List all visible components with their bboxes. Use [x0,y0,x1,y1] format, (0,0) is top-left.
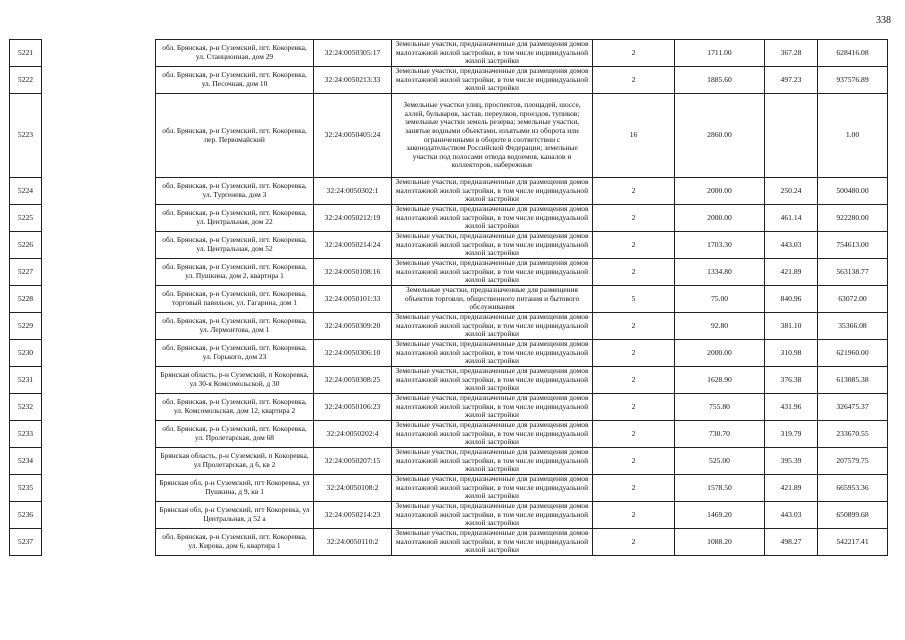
table-row [10,313,888,340]
cadastral-number-cell: 32:24:0050202:4 [314,421,392,448]
cadastral-value-cell: 665953.36 [818,475,888,502]
cadastral-value-cell: 1.00 [818,94,888,178]
address-cell: обл. Брянская, р-н Суземский, пгт. Кокоревка, ул. Пролетарская, дом 68 [156,421,314,448]
land-use-cell: Земельные участки, предназначенные для размещения домов малоэтажной жилой застройки, в том числе индивидуальной жилой застройки [392,259,593,286]
cadastral-number-cell: 32:24:0050212:19 [314,205,392,232]
group-cell: 2 [593,394,675,421]
area-cell: 1088.20 [675,529,765,556]
row-number-cell: 5234 [10,448,42,475]
cadastral-number-cell: 32:24:0050214:24 [314,232,392,259]
specific-value-cell: 461.14 [765,205,818,232]
spacer-cell [42,475,156,502]
specific-value-cell: 421.89 [765,475,818,502]
table-body [10,40,888,556]
spacer-cell [42,67,156,94]
spacer-cell [42,340,156,367]
group-cell: 2 [593,529,675,556]
row-number-cell: 5231 [10,367,42,394]
address-cell: обл. Брянская, р-н Суземский, пгт. Кокоревка, ул. Песочная, дом 10 [156,67,314,94]
cadastral-value-cell: 937576.89 [818,67,888,94]
spacer-cell [42,94,156,178]
land-use-cell: Земельные участки, предназначенные для размещения домов малоэтажной жилой застройки, в том числе индивидуальной жилой застройки [392,313,593,340]
cadastral-number-cell: 32:24:0050207:15 [314,448,392,475]
group-cell: 2 [593,205,675,232]
specific-value-cell: 395.39 [765,448,818,475]
area-cell: 92.80 [675,313,765,340]
group-cell: 2 [593,421,675,448]
spacer-cell [42,421,156,448]
area-cell: 2000.00 [675,205,765,232]
row-number-cell: 5223 [10,94,42,178]
cadastral-value-cell: 207579.75 [818,448,888,475]
spacer-cell [42,529,156,556]
cadastral-value-cell: 754613.00 [818,232,888,259]
row-number-cell: 5235 [10,475,42,502]
page-number: 338 [876,15,891,26]
row-number-cell: 5224 [10,178,42,205]
address-cell: Брянская область, р-н Суземский, п Кокоревка, ул Пролетарская, д 6, кв 2 [156,448,314,475]
specific-value-cell: 367.28 [765,40,818,67]
group-cell: 2 [593,40,675,67]
land-use-cell: Земельные участки, предназначенные для размещения домов малоэтажной жилой застройки, в том числе индивидуальной жилой застройки [392,232,593,259]
table-row [10,448,888,475]
land-use-cell: Земельные участки, предназначенные для размещения домов малоэтажной жилой застройки, в том числе индивидуальной жилой застройки [392,367,593,394]
cadastral-value-cell: 650899.68 [818,502,888,529]
cadastral-value-cell: 233670.55 [818,421,888,448]
area-cell: 1469.20 [675,502,765,529]
area-cell: 2000.00 [675,178,765,205]
table-row [10,205,888,232]
land-use-cell: Земельные участки, предназначенные для размещения домов малоэтажной жилой застройки, в том числе индивидуальной жилой застройки [392,529,593,556]
specific-value-cell: 443.03 [765,502,818,529]
address-cell: Брянская область, р-н Суземский, п Кокоревка, ул 30-я Комсомольской, д 30 [156,367,314,394]
area-cell: 755.80 [675,394,765,421]
cadastral-value-cell: 542217.41 [818,529,888,556]
cadastral-number-cell: 32:24:0050405:24 [314,94,392,178]
table-row [10,259,888,286]
address-cell: обл. Брянская, р-н Суземский, пгт. Кокоревка, ул. Горького, дом 23 [156,340,314,367]
group-cell: 2 [593,67,675,94]
land-use-cell: Земельные участки, предназначенные для размещения домов малоэтажной жилой застройки, в том числе индивидуальной жилой застройки [392,421,593,448]
spacer-cell [42,448,156,475]
address-cell: обл. Брянская, р-н Суземский, пгт. Кокоревка, ул. Станционная, дом 29 [156,40,314,67]
spacer-cell [42,313,156,340]
row-number-cell: 5225 [10,205,42,232]
row-number-cell: 5233 [10,421,42,448]
table-row [10,178,888,205]
row-number-cell: 5227 [10,259,42,286]
spacer-cell [42,394,156,421]
area-cell: 1628.90 [675,367,765,394]
row-number-cell: 5230 [10,340,42,367]
spacer-cell [42,367,156,394]
cadastral-number-cell: 32:24:0050302:1 [314,178,392,205]
address-cell: обл. Брянская, р-н Суземский, пгт. Кокоревка, ул. Комсомольская, дом 12, квартира 2 [156,394,314,421]
table-row [10,367,888,394]
cadastral-number-cell: 32:24:0050108:2 [314,475,392,502]
specific-value-cell: 319.79 [765,421,818,448]
specific-value-cell: 840.96 [765,286,818,313]
land-use-cell: Земельные участки, предназначенные для размещения домов малоэтажной жилой застройки, в том числе индивидуальной жилой застройки [392,40,593,67]
table-row [10,232,888,259]
specific-value-cell: 498.27 [765,529,818,556]
cadastral-value-cell: 628416.08 [818,40,888,67]
area-cell: 1885.60 [675,67,765,94]
table-row [10,40,888,67]
table-row [10,421,888,448]
area-cell: 1711.00 [675,40,765,67]
group-cell: 2 [593,178,675,205]
cadastral-value-cell: 326475.37 [818,394,888,421]
specific-value-cell: 250.24 [765,178,818,205]
address-cell: обл. Брянская, р-н Суземский, пгт. Кокоревка, ул. Тургенева, дом 3 [156,178,314,205]
address-cell: обл. Брянская, р-н Суземский, пгт. Кокоревка, пер. Первомайский [156,94,314,178]
cadastral-number-cell: 32:24:0050213:33 [314,67,392,94]
group-cell: 2 [593,448,675,475]
table-row [10,67,888,94]
land-use-cell: Земельные участки, предназначенные для размещения домов малоэтажной жилой застройки, в том числе индивидуальной жилой застройки [392,340,593,367]
spacer-cell [42,40,156,67]
land-use-cell: Земельные участки, предназначенные для размещения домов малоэтажной жилой застройки, в том числе индивидуальной жилой застройки [392,475,593,502]
cadastral-number-cell: 32:24:0050101:33 [314,286,392,313]
specific-value-cell: 497.23 [765,67,818,94]
land-use-cell: Земельные участки улиц, проспектов, площадей, шоссе, аллей, бульваров, застав, переулков, проездов, тупиков; земельные участки земель резерва; земельные участки, занятые водными объектами, изъятыми из оборота или ограниченными в обороте в соответствии с законодательством Российской Федерации; земельные участки под полосами отвода водоемов, каналов и коллекторов, набережные [392,94,593,178]
spacer-cell [42,286,156,313]
cadastral-value-cell: 613085.38 [818,367,888,394]
row-number-cell: 5232 [10,394,42,421]
address-cell: обл. Брянская, р-н Суземский, пгт. Кокоревка, торговый павильон, ул. Гагарина, дом 1 [156,286,314,313]
area-cell: 2000.00 [675,340,765,367]
group-cell: 2 [593,502,675,529]
specific-value-cell: 443.03 [765,232,818,259]
table-row [10,340,888,367]
area-cell: 1578.50 [675,475,765,502]
cadastral-value-table [9,39,888,556]
group-cell: 2 [593,313,675,340]
row-number-cell: 5229 [10,313,42,340]
cadastral-value-cell: 63072.00 [818,286,888,313]
area-cell: 730.70 [675,421,765,448]
cadastral-number-cell: 32:24:0050214:23 [314,502,392,529]
table-row [10,502,888,529]
cadastral-value-cell: 500480.00 [818,178,888,205]
row-number-cell: 5237 [10,529,42,556]
area-cell: 1703.30 [675,232,765,259]
table-row [10,475,888,502]
table-row [10,394,888,421]
address-cell: обл. Брянская, р-н Суземский, пгт. Кокоревка, ул. Кирова, дом 6, квартира 1 [156,529,314,556]
cadastral-number-cell: 32:24:0050308:25 [314,367,392,394]
specific-value-cell [765,94,818,178]
spacer-cell [42,502,156,529]
land-use-cell: Земельные участки, предназначенные для размещения домов малоэтажной жилой застройки, в том числе индивидуальной жилой застройки [392,394,593,421]
land-use-cell: Земельные участки, предназначенные для размещения домов малоэтажной жилой застройки, в том числе индивидуальной жилой застройки [392,178,593,205]
cadastral-value-cell: 563138.77 [818,259,888,286]
address-cell: обл. Брянская, р-н Суземский, пгт. Кокоревка, ул. Центральная, дом 52 [156,232,314,259]
specific-value-cell: 421.89 [765,259,818,286]
address-cell: обл. Брянская, р-н Суземский, пгт. Кокоревка, ул. Лермонтова, дом 1 [156,313,314,340]
group-cell: 2 [593,475,675,502]
row-number-cell: 5221 [10,40,42,67]
row-number-cell: 5226 [10,232,42,259]
row-number-cell: 5236 [10,502,42,529]
cadastral-number-cell: 32:24:0050110:2 [314,529,392,556]
spacer-cell [42,178,156,205]
specific-value-cell: 376.38 [765,367,818,394]
row-number-cell: 5228 [10,286,42,313]
area-cell: 525.00 [675,448,765,475]
land-use-cell: Земельные участки, предназначенные для размещения домов малоэтажной жилой застройки, в том числе индивидуальной жилой застройки [392,502,593,529]
cadastral-number-cell: 32:24:0050108:16 [314,259,392,286]
table-row [10,286,888,313]
land-use-cell: Земельные участки, предназначенные для размещения домов малоэтажной жилой застройки, в том числе индивидуальной жилой застройки [392,205,593,232]
address-cell: обл. Брянская, р-н Суземский, пгт. Кокоревка, ул. Пушкина, дом 2, квартира 1 [156,259,314,286]
cadastral-value-cell: 621960.00 [818,340,888,367]
group-cell: 2 [593,340,675,367]
spacer-cell [42,259,156,286]
row-number-cell: 5222 [10,67,42,94]
cadastral-number-cell: 32:24:0050306:10 [314,340,392,367]
area-cell: 75.00 [675,286,765,313]
group-cell: 2 [593,259,675,286]
cadastral-number-cell: 32:24:0050309:20 [314,313,392,340]
specific-value-cell: 431.96 [765,394,818,421]
land-use-cell: Земельные участки, предназначенные для размещения объектов торговли, общественного питания и бытового обслуживания [392,286,593,313]
address-cell: Брянская обл, р-н Суземский, пгт Кокоревка, ул Пушкина, д 9, кв 1 [156,475,314,502]
specific-value-cell: 381.10 [765,313,818,340]
land-use-cell: Земельные участки, предназначенные для размещения домов малоэтажной жилой застройки, в том числе индивидуальной жилой застройки [392,448,593,475]
address-cell: обл. Брянская, р-н Суземский, пгт. Кокоревка, ул. Центральная, дом 22 [156,205,314,232]
spacer-cell [42,205,156,232]
spacer-cell [42,232,156,259]
cadastral-value-cell: 35366.08 [818,313,888,340]
land-use-cell: Земельные участки, предназначенные для размещения домов малоэтажной жилой застройки, в том числе индивидуальной жилой застройки [392,67,593,94]
area-cell: 1334.80 [675,259,765,286]
cadastral-value-cell: 922280.00 [818,205,888,232]
specific-value-cell: 310.98 [765,340,818,367]
table-row [10,94,888,178]
area-cell: 2860.00 [675,94,765,178]
group-cell: 2 [593,367,675,394]
group-cell: 2 [593,232,675,259]
group-cell: 5 [593,286,675,313]
table-row [10,529,888,556]
cadastral-number-cell: 32:24:0050106:23 [314,394,392,421]
cadastral-number-cell: 32:24:0050305:17 [314,40,392,67]
group-cell: 16 [593,94,675,178]
address-cell: Брянская обл, р-н Суземский, пгт Кокоревка, ул Центральная, д 52 а [156,502,314,529]
